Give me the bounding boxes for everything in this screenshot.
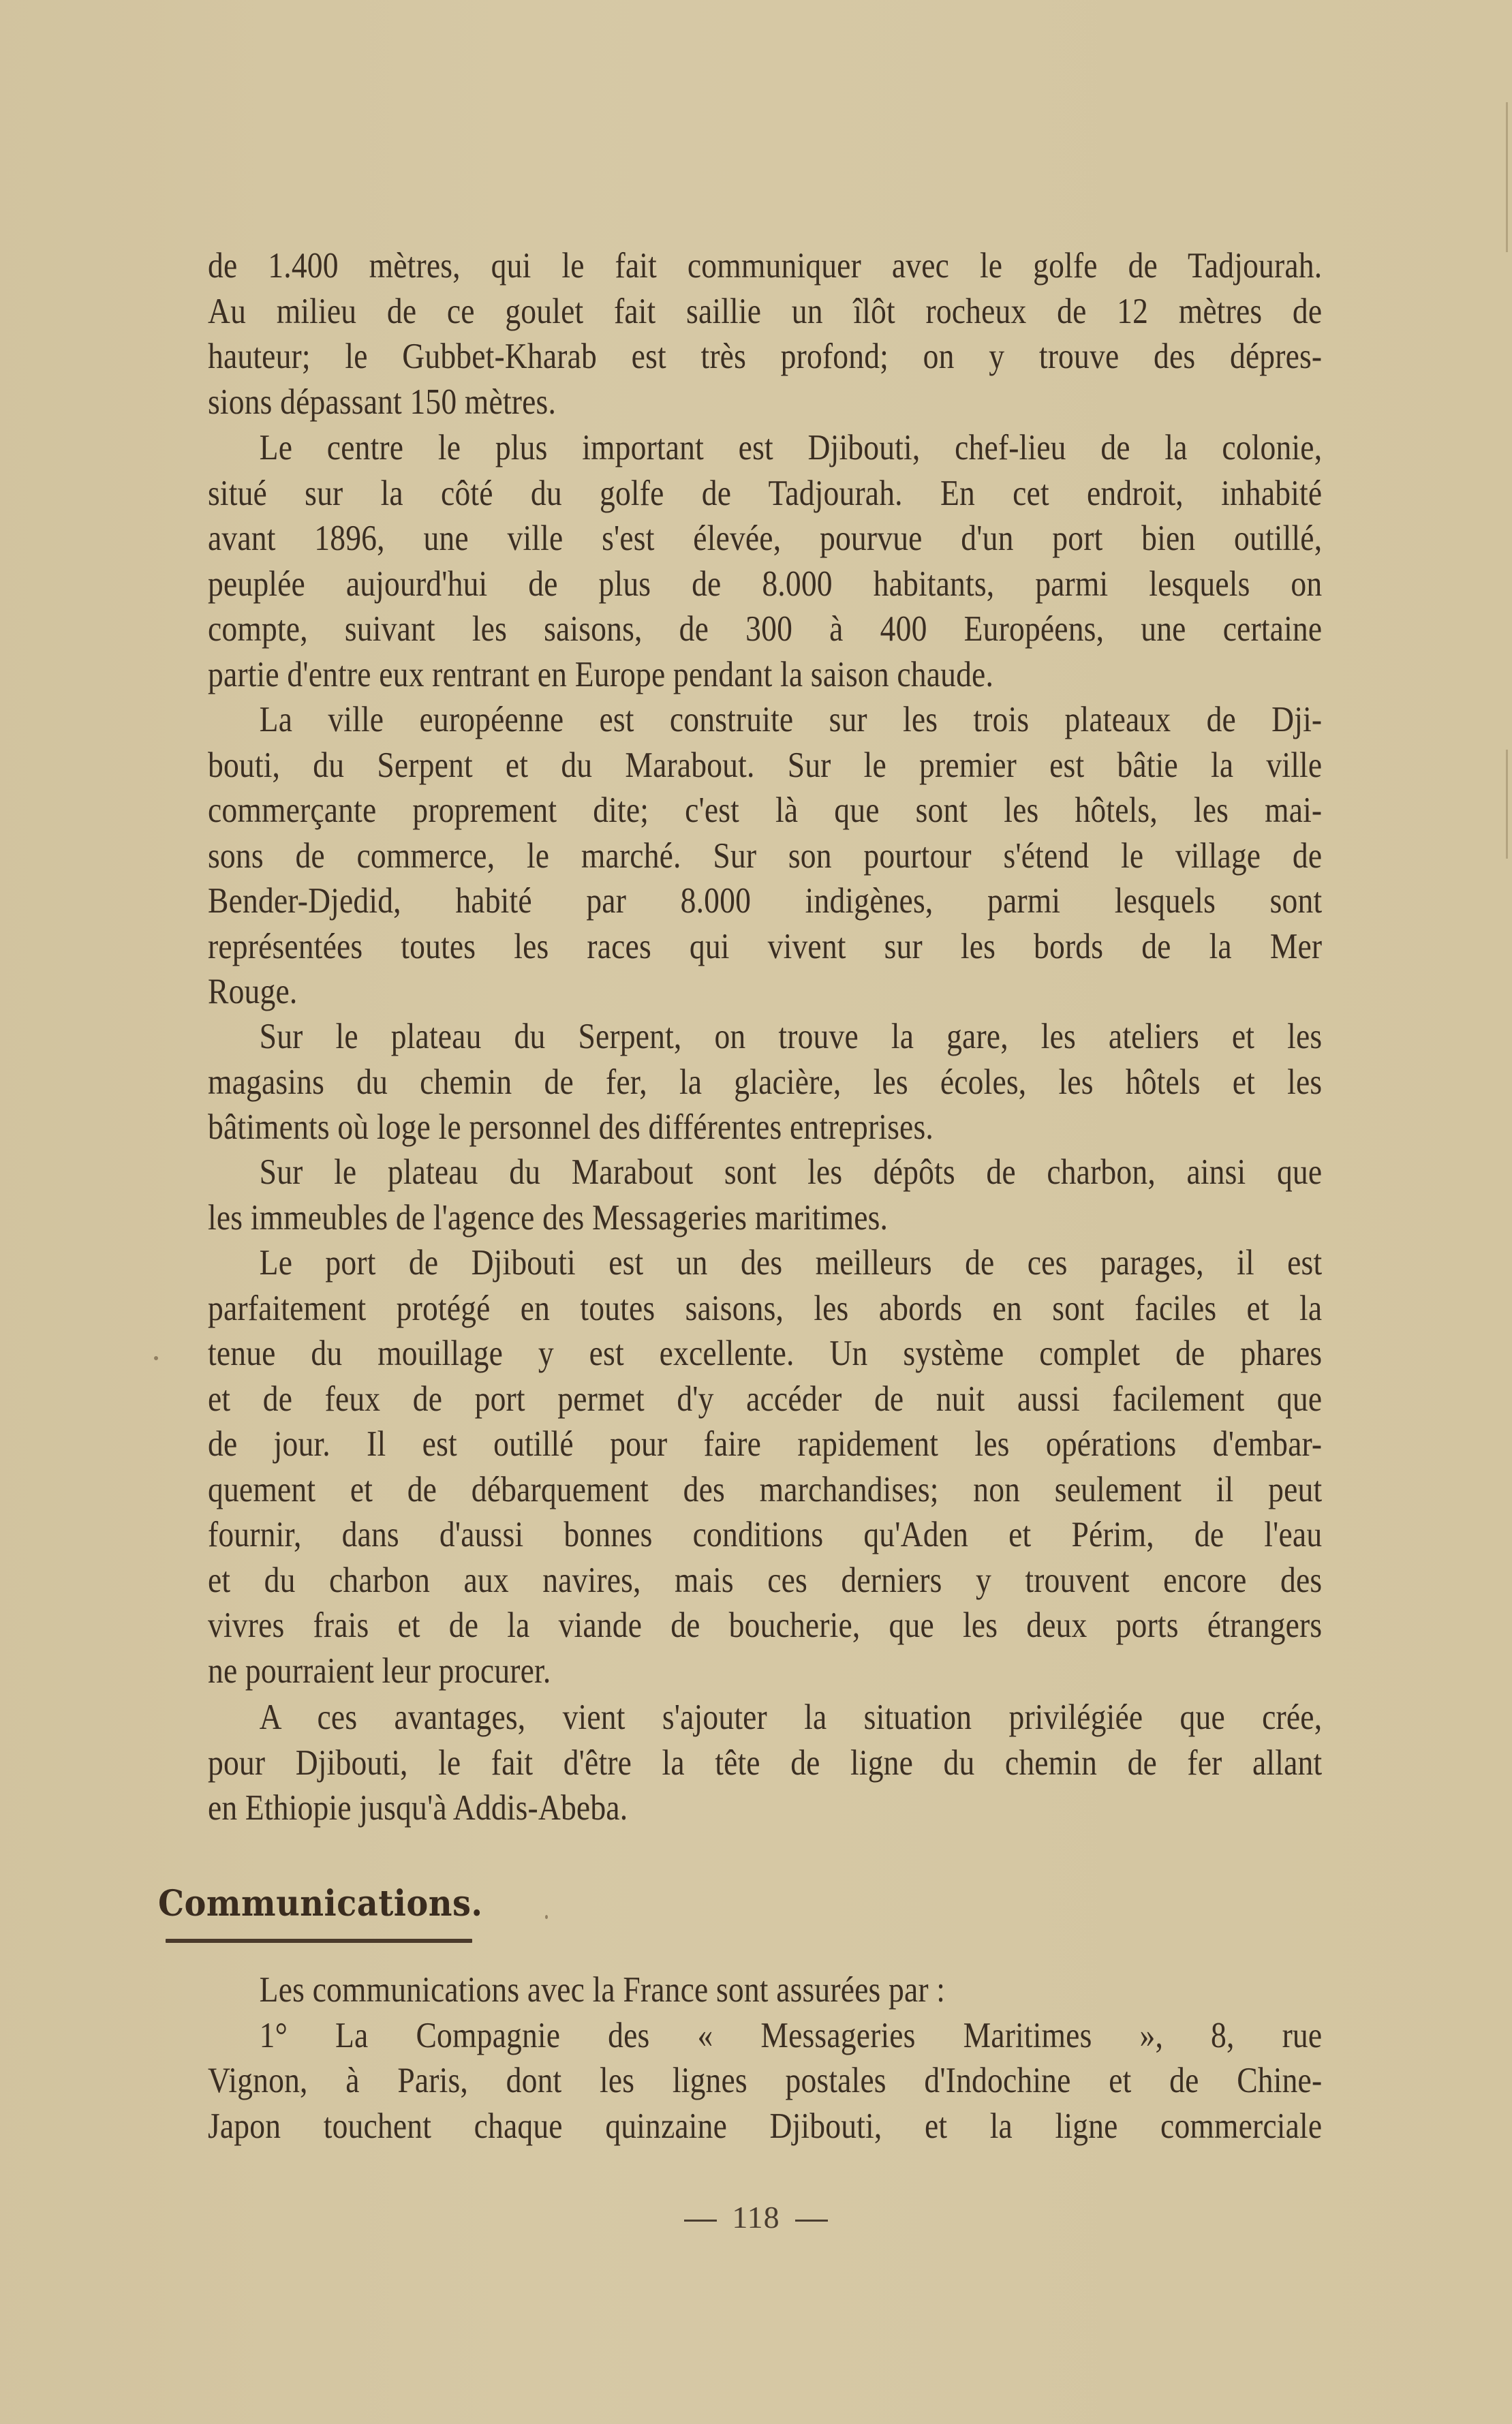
heading-underline (166, 1939, 472, 1943)
text-line: 1° La Compagnie des « Messageries Maritimes », 8, rue (259, 2015, 1323, 2055)
page-number (0, 2199, 1512, 2235)
text-line: vivres frais et de la viande de boucherie, que les deux ports étrangers (208, 1606, 1323, 1645)
text-line: avant 1896, une ville s'est élevée, pourvue d'un port bien outillé, (208, 519, 1323, 558)
text-line: de 1.400 mètres, qui le fait communiquer avec le golfe de Tadjourah. (208, 246, 1323, 286)
text-line: Le port de Djibouti est un des meilleurs de ces parages, il est (259, 1243, 1323, 1283)
text-line: commerçante proprement dite; c'est là que sont les hôtels, les mai- (208, 791, 1323, 830)
text-line: hauteur; le Gubbet-Kharab est très profond; on y trouve des dépres- (208, 337, 1323, 376)
text-line: Bender-Djedid, habité par 8.000 indigènes, parmi lesquels sont (208, 881, 1323, 921)
text-line: quement et de débarquement des marchandises; non seulement il peut (208, 1469, 1323, 1509)
text-line: Sur le plateau du Marabout sont les dépôts de charbon, ainsi que (259, 1152, 1323, 1192)
paragraph-plateau-marabout (208, 1150, 1322, 1240)
text-line: compte, suivant les saisons, de 300 à 400 Européens, une certaine (208, 609, 1323, 649)
text-line: bâtiments où loge le personnel des différentes entreprises. (208, 1107, 934, 1147)
section-heading: Communications. (158, 1883, 483, 1924)
text-line: Au milieu de ce goulet fait saillie un îlôt rocheux de 12 mètres de (208, 291, 1323, 331)
text-line: tenue du mouillage y est excellente. Un système complet de phares (208, 1334, 1323, 1373)
text-line: partie d'entre eux rentrant en Europe pendant la saison chaude. (208, 654, 994, 694)
text-line: parfaitement protégé en toutes saisons, les abords en sont faciles et la (208, 1288, 1323, 1328)
text-line: Sur le plateau du Serpent, on trouve la gare, les ateliers et les (259, 1017, 1323, 1056)
paper-speck (154, 1356, 158, 1360)
text-line: pour Djibouti, le fait d'être la tête de ligne du chemin de fer allant (208, 1743, 1323, 1783)
text-line: Rouge. (208, 972, 298, 1011)
text-line: La ville européenne est construite sur les trois plateaux de Dji- (259, 700, 1323, 739)
text-line: en Ethiopie jusqu'à Addis-Abeba. (208, 1788, 628, 1828)
paragraph-djibouti-centre (208, 425, 1322, 697)
text-line: et de feux de port permet d'y accéder de nuit aussi facilement que (208, 1379, 1323, 1419)
text-line: bouti, du Serpent et du Marabout. Sur le premier est bâtie la ville (208, 745, 1323, 785)
text-line: sons de commerce, le marché. Sur son pourtour s'étend le village de (208, 835, 1323, 876)
text-line: A ces avantages, vient s'ajouter la situation privilégiée que crée, (259, 1698, 1323, 1737)
text-line: peuplée aujourd'hui de plus de 8.000 habitants, parmi lesquels on (208, 564, 1323, 604)
text-line: Le centre le plus important est Djibouti, chef-lieu de la colonie, (259, 428, 1323, 467)
paragraph-avantages (208, 1695, 1322, 1831)
text-line: et du charbon aux navires, mais ces derniers y trouvent encore des (208, 1560, 1323, 1600)
text-line: représentées toutes les races qui vivent sur les bords de la Mer (208, 926, 1323, 966)
text-line: Les communications avec la France sont assurées par : (259, 1970, 946, 2010)
text-line: sions dépassant 150 mètres. (208, 382, 557, 422)
text-line: les immeubles de l'agence des Messageries maritimes. (208, 1197, 889, 1238)
paragraph-plateau-serpent (208, 1014, 1322, 1150)
paragraph-port-djibouti (208, 1240, 1322, 1693)
text-line: ne pourraient leur procurer. (208, 1651, 551, 1691)
page-number-dash-right (795, 2220, 828, 2222)
paragraph-ville-europeenne (208, 697, 1322, 1015)
page-number-dash-left (684, 2220, 717, 2222)
text-line: magasins du chemin de fer, la glacière, les écoles, les hôtels et les (208, 1062, 1323, 1102)
text-line: de jour. Il est outillé pour faire rapidement les opérations d'embar- (208, 1424, 1323, 1464)
paragraph-communications-intro (208, 1967, 1322, 2149)
text-line: fournir, dans d'aussi bonnes conditions qu'Aden et Périm, de l'eau (208, 1515, 1323, 1554)
paper-speck (545, 1915, 548, 1919)
text-line: Vignon, à Paris, dont les lignes postales d'Indochine et de Chine- (208, 2061, 1323, 2100)
page-number-value: 118 (732, 2200, 780, 2235)
paragraph-continuation-goulet (208, 243, 1322, 425)
page-edge-mark (1506, 102, 1508, 252)
text-line: situé sur la côté du golfe de Tadjourah. En cet endroit, inhabité (208, 473, 1323, 513)
page-edge-mark (1506, 750, 1508, 859)
text-line: Japon touchent chaque quinzaine Djibouti, et la ligne commerciale (208, 2106, 1323, 2146)
